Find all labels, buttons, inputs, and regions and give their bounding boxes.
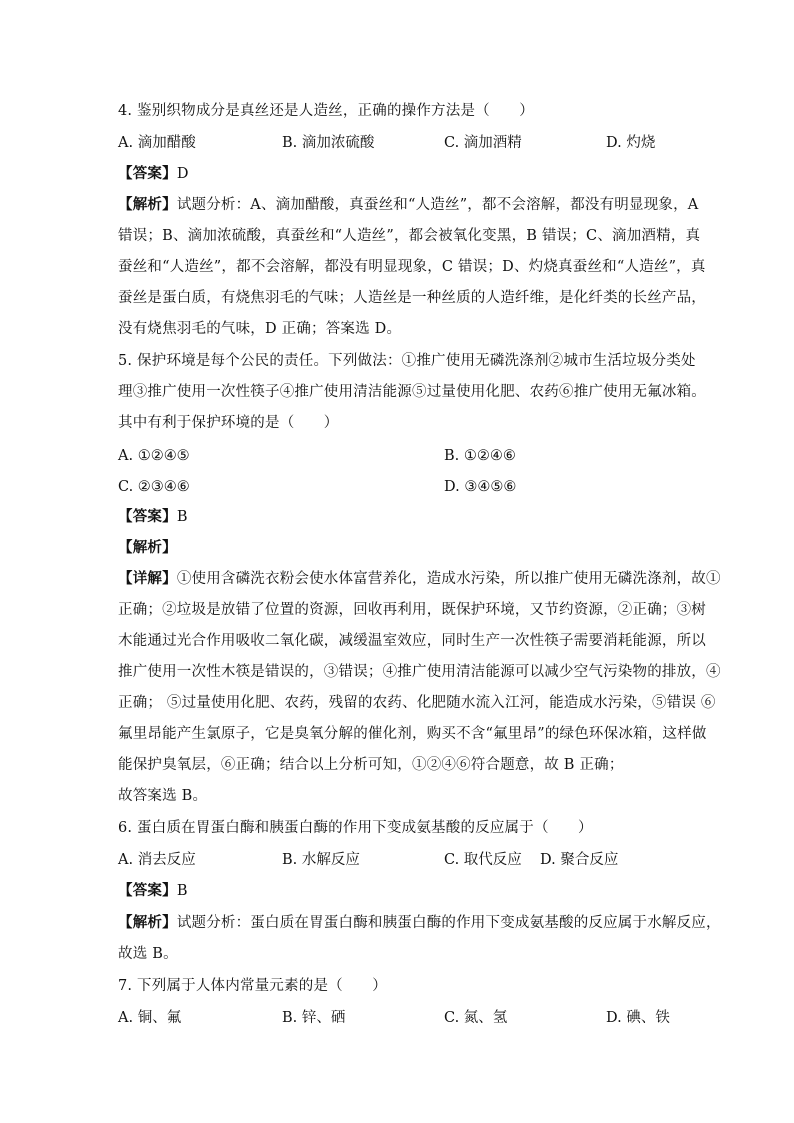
- q5-option-b: B. ①②④⑥: [444, 448, 516, 464]
- q4-option-d: D. 灼烧: [606, 135, 656, 151]
- q4-analysis-line-3: 蚕丝和“人造丝”，都不会溶解，都没有明显现象，C 错误；D、灼烧真蚕丝和“人造丝”，真: [118, 259, 706, 275]
- q5-stem-line-2: 理③推广使用一次性筷子④推广使用清洁能源⑤过量使用化肥、农药⑥推广使用无氟冰箱。: [118, 384, 706, 400]
- q4-analysis-label: 【解析】: [118, 196, 177, 213]
- q5-answer: B: [176, 509, 188, 525]
- q5-option-c: C. ②③④⑥: [118, 479, 190, 495]
- q6-option-a: A. 消去反应: [118, 852, 196, 868]
- q6-answer-line: [118, 881, 188, 901]
- q6-stem: 6. 蛋白质在胃蛋白酶和胰蛋白酶的作用下变成氨基酸的反应属于（ ）: [118, 820, 593, 836]
- q4-stem: 4. 鉴别织物成分是真丝还是人造丝，正确的操作方法是（ ）: [118, 103, 534, 119]
- q6-answer-label: 【答案】: [118, 882, 177, 899]
- q6-answer: B: [176, 883, 188, 899]
- q6-option-d: D. 聚合反应: [540, 852, 619, 868]
- q7-option-c: C. 氮、氢: [444, 1010, 508, 1026]
- q4-option-c: C. 滴加酒精: [444, 135, 522, 151]
- q5-detail-line-8: 故答案选 B。: [118, 788, 208, 804]
- q5-stem-line-3: 其中有利于保护环境的是（ ）: [118, 415, 339, 431]
- q6-analysis-line-2: 故选 B。: [118, 946, 178, 962]
- q5-detail-line-2: 正确；②垃圾是放错了位置的资源，回收再利用，既保护环境，又节约资源，②正确；③树: [118, 602, 706, 618]
- q5-detail-line-4: 推广使用一次性木筷是错误的，③错误；④推广使用清洁能源可以减少空气污染物的排放，④: [118, 664, 721, 680]
- q7-stem: 7. 下列属于人体内常量元素的是（ ）: [118, 978, 387, 994]
- q5-stem-line-1: 5. 保护环境是每个公民的责任。下列做法：①推广使用无磷洗涤剂②城市生活垃圾分类处: [118, 353, 696, 369]
- q5-detail-line-3: 木能通过光合作用吸收二氧化碳，减缓温室效应，同时生产一次性筷子需要消耗能源，所以: [118, 633, 706, 649]
- q4-analysis-line-4: 蚕丝是蛋白质，有烧焦羽毛的气味；人造丝是一种丝质的人造纤维，是化纤类的长丝产品，: [118, 290, 706, 306]
- q5-answer-label: 【答案】: [118, 508, 177, 525]
- q7-option-d: D. 碘、铁: [606, 1010, 670, 1026]
- q7-option-b: B. 锌、硒: [282, 1010, 346, 1026]
- q6-analysis-line-1: [118, 913, 721, 933]
- q4-analysis-line-5: 没有烧焦羽毛的气味，D 正确；答案选 D。: [118, 321, 402, 337]
- q6-option-b: B. 水解反应: [282, 852, 360, 868]
- q5-detail-text: ①使用含磷洗衣粉会使水体富营养化，造成水污染，所以推广使用无磷洗涤剂，故①: [176, 571, 721, 587]
- q4-analysis-line-1: [118, 195, 698, 215]
- q7-option-a: A. 铜、氟: [118, 1010, 182, 1026]
- q5-analysis-label: 【解析】: [118, 539, 177, 556]
- q4-option-b: B. 滴加浓硫酸: [282, 135, 375, 151]
- q5-detail-line-7: 能保护臭氧层，⑥正确；结合以上分析可知，①②④⑥符合题意，故 B 正确；: [118, 757, 624, 773]
- q4-analysis-line-2: 错误；B、滴加浓硫酸，真蚕丝和“人造丝”，都会被氧化变黑，B 错误；C、滴加酒精，真: [118, 228, 701, 244]
- q4-answer-line: [118, 164, 189, 184]
- q6-option-c: C. 取代反应: [444, 852, 522, 868]
- q5-detail-line-5: 正确； ⑤过量使用化肥、农药，残留的农药、化肥随水流入江河，能造成水污染，⑤错误 ⑥: [118, 695, 716, 711]
- q5-detail-line-1: [118, 569, 721, 589]
- q5-detail-line-6: 氟里昂能产生氯原子，它是臭氧分解的催化剂，购买不含“氟里昂”的绿色环保冰箱，这样做: [118, 726, 707, 742]
- q4-option-a: A. 滴加醋酸: [118, 135, 196, 151]
- q6-analysis-text: 试题分析：蛋白质在胃蛋白酶和胰蛋白酶的作用下变成氨基酸的反应属于水解反应，: [176, 915, 721, 931]
- q5-detail-label: 【详解】: [118, 570, 177, 587]
- q5-answer-line: [118, 507, 188, 527]
- q5-option-d: D. ③④⑤⑥: [444, 479, 517, 495]
- q4-answer: D: [176, 166, 189, 182]
- q4-answer-label: 【答案】: [118, 165, 177, 182]
- q5-option-a: A. ①②④⑤: [118, 448, 190, 464]
- q6-analysis-label: 【解析】: [118, 914, 177, 931]
- q4-analysis-text: 试题分析：A、滴加醋酸，真蚕丝和“人造丝”，都不会溶解，都没有明显现象，A: [176, 197, 699, 213]
